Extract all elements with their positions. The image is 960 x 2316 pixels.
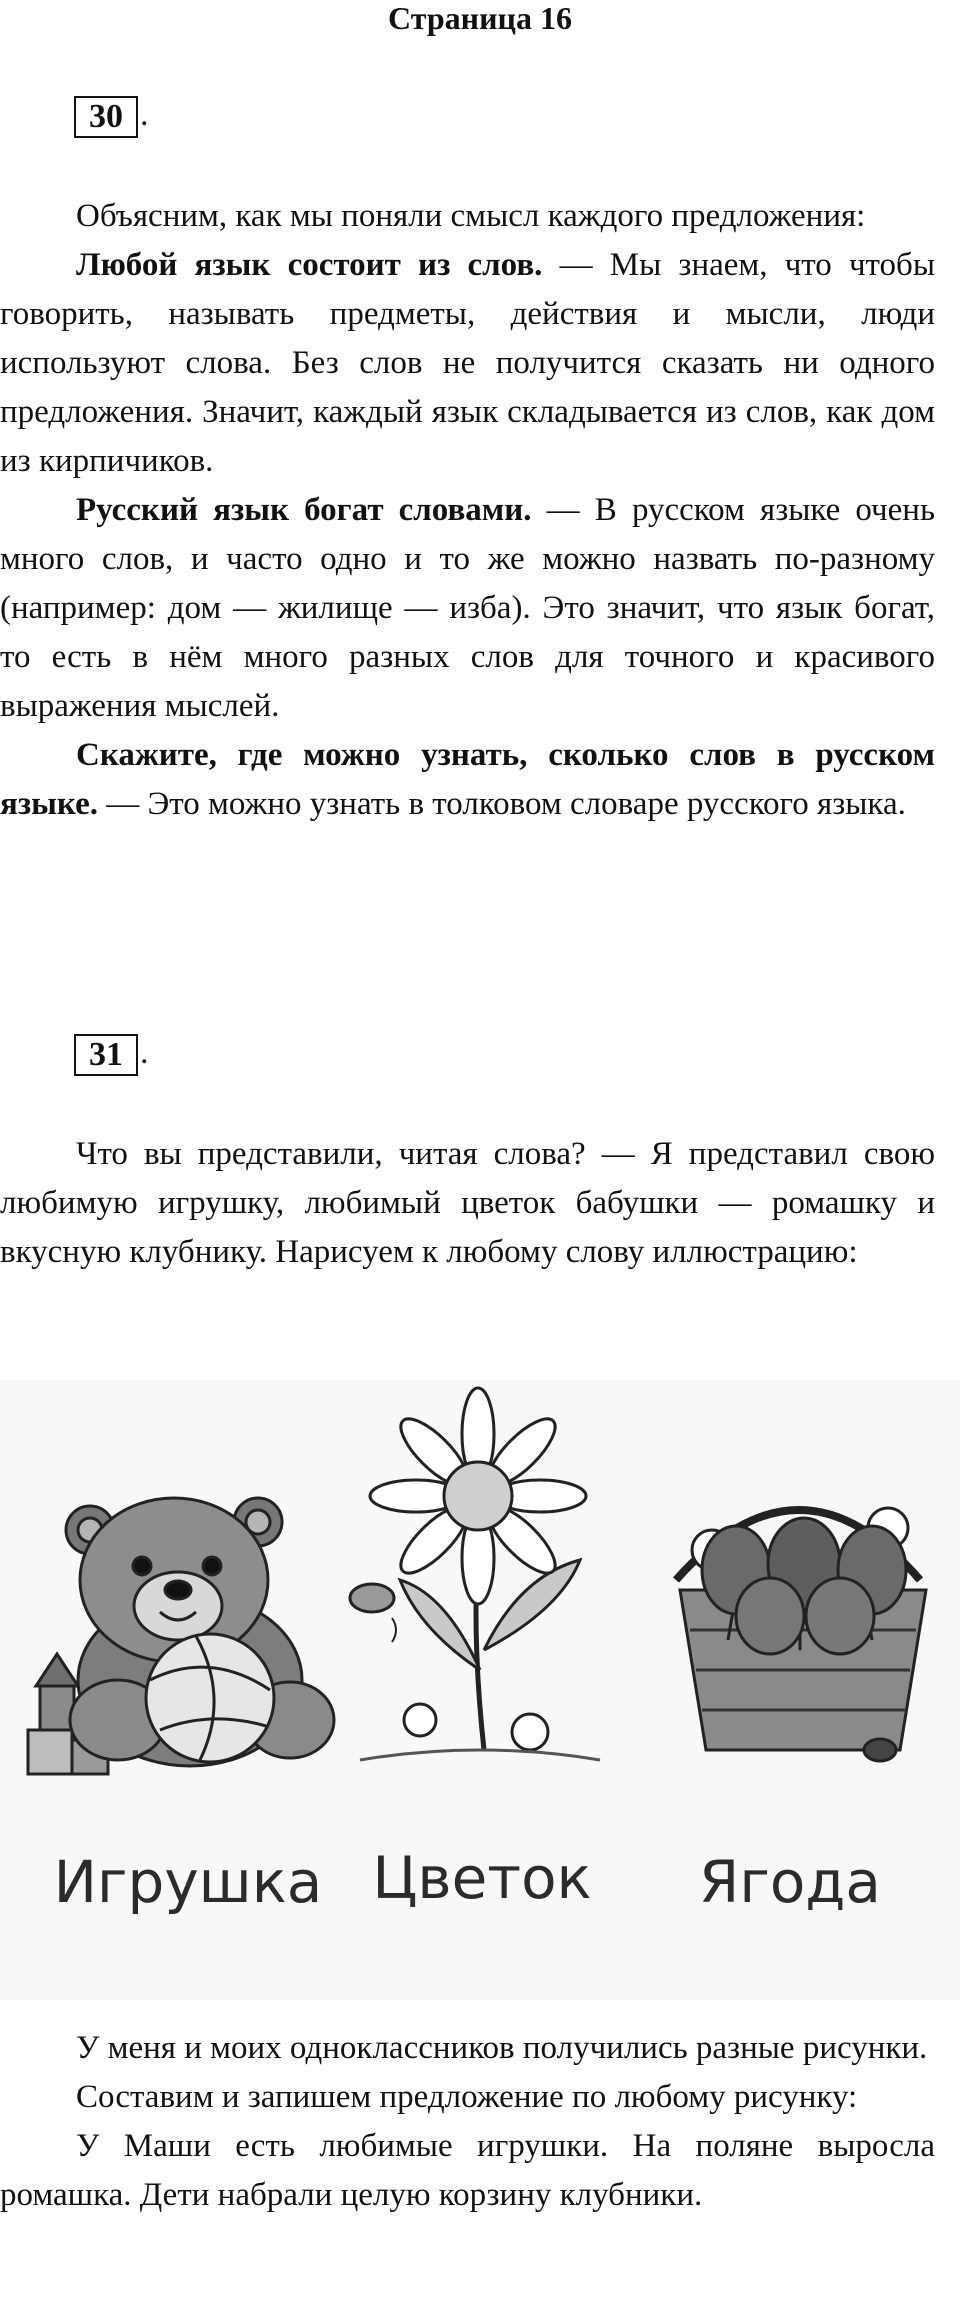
task-31-text [0,1130,935,1277]
task-30-number: 30 [89,98,123,135]
task-31-after [0,2024,935,2220]
daisy-icon [350,1388,600,1760]
task-30-text [0,192,935,829]
caption-toy: Игрушка [53,1848,323,1916]
task-31-after-2: Составим и запишем предложение по любому рисунку: [76,2079,858,2115]
teddy-bear-icon [28,1498,334,1774]
task-31-intro: Что вы представили, читая слова? — Я представил свою любимую игрушку, любимый цветок бабушки — ромашку и вкусную клубнику. Нарисуем к любому слову иллюстрацию: [0,1136,935,1270]
task-31-after-3: У Маши есть любимые игрушки. На поляне выросла ромашка. Дети набрали целую корзину клубники. [0,2128,935,2213]
task-30-item-1-text: — Мы знаем, что чтобы говорить, называть предметы, действия и мысли, люди используют слова. Без слов не получится сказать ни одного предложения. Значит, каждый язык складывается из слов, как дом из кирпичиков. [0,247,936,479]
caption-berry: Ягода [699,1848,881,1916]
illustration-svg [0,1380,960,2000]
task-31-after-1: У меня и моих одноклассников получились разные рисунки. [76,2030,928,2066]
task-31-number-box [74,1034,138,1076]
task-30-dot: . [140,96,149,133]
task-30-item-2-bold: Русский язык богат словами. [76,492,532,528]
task-30-item-3 [0,731,935,829]
task-30-item-3-text: — Это можно узнать в толковом словаре русского языка. [97,786,906,822]
task-30-number-box [74,96,138,138]
task-30-item-2-text: — В русском языке очень много слов, и часто одно и то же можно назвать по-разному (например: дом — жилище — изба). Это значит, что язык богат, то есть в нём много разных слов для точного и красивого выражения мыслей. [0,492,936,724]
task-31-number: 31 [89,1036,123,1073]
task-30-intro: Объясним, как мы поняли смысл каждого предложения: [76,198,866,234]
page-title: Страница 16 [388,0,572,36]
illustration [0,1380,960,2000]
strawberry-basket-icon [676,1508,926,1761]
task-31-dot: . [140,1034,149,1071]
task-30-item-3-bold: Скажите, где можно узнать, сколько слов в русском языке. [0,737,935,822]
task-30-item-2 [0,486,935,731]
task-30-item-1 [0,241,935,486]
caption-flower: Цветок [372,1844,592,1912]
task-30-item-1-bold: Любой язык состоит из слов. [76,247,543,283]
